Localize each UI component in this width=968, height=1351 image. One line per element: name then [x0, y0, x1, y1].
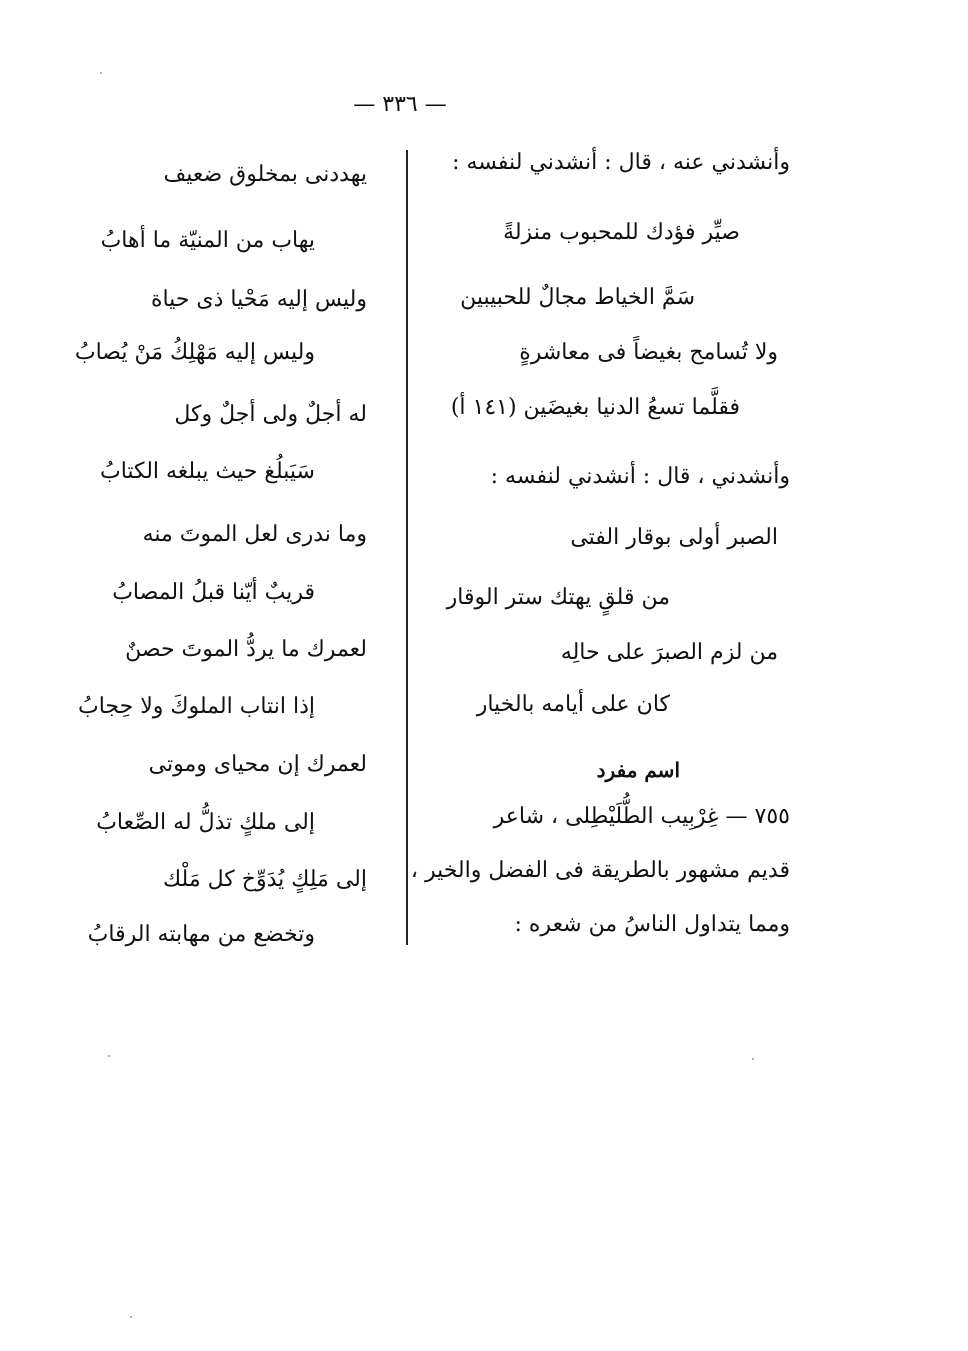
verse-line: من قلقٍ يهتك ستر الوقار	[446, 585, 670, 610]
column-divider	[406, 150, 408, 945]
verse-line: قريبٌ أيّنا قبلُ المصابُ	[112, 580, 315, 605]
verse-line: سَمَّ الخياط مجالٌ للحبيبين	[460, 285, 695, 310]
verse-line: صيِّر فؤدك للمحبوب منزلةً	[503, 220, 740, 245]
verse-line: إلى مَلِكٍ يُدَوِّخ كل مَلْك	[163, 867, 367, 892]
text-line: وأنشدني عنه ، قال : أنشدني لنفسه :	[452, 150, 790, 175]
verse-line: وتخضع من مهابته الرقابُ	[87, 922, 315, 947]
entry-line: قديم مشهور بالطريقة فى الفضل والخير ،	[410, 858, 790, 883]
verse-line: الصبر أولى بوقار الفتى	[570, 525, 778, 550]
verse-line: يهاب من المنيّة ما أهابُ	[100, 228, 315, 253]
verse-line: إلى ملكٍ تذلُّ له الصِّعابُ	[96, 810, 315, 835]
entry-line: ٧٥٥ — غِرْبِيب الطُّلَيْطِلى ، شاعر	[493, 804, 790, 829]
entry-line: ومما يتداول الناسُ من شعره :	[514, 912, 790, 937]
verse-line: كان على أيامه بالخيار	[476, 692, 670, 717]
verse-line: سَيَبلُغ حيث يبلغه الكتابُ	[100, 459, 315, 484]
verse-line: ولا تُسامح بغيضاً فى معاشرةٍ	[519, 340, 778, 365]
text-line: وأنشدني ، قال : أنشدني لنفسه :	[490, 464, 790, 489]
verse-line: إذا انتاب الملوكَ ولا حِجابُ	[78, 694, 315, 719]
verse-line: يهددنى بمخلوق ضعيف	[163, 162, 367, 187]
verse-line: وليس إليه مَحْيا ذى حياة	[150, 287, 367, 312]
verse-line: وليس إليه مَهْلِكُ مَنْ يُصابُ	[74, 340, 315, 365]
verse-line: وما ندرى لعل الموتَ منه	[142, 522, 367, 547]
page-number: — ٣٣٦ —	[353, 92, 447, 117]
verse-line: من لزم الصبرَ على حالِه	[560, 640, 778, 665]
section-heading: اسم مفرد	[596, 758, 680, 782]
verse-line: لعمرك إن محياى وموتى	[148, 752, 367, 777]
verse-line: له أجلٌ ولى أجلٌ وكل	[174, 402, 367, 427]
verse-line: لعمرك ما يردُّ الموتَ حصنٌ	[125, 637, 367, 662]
verse-line: فقلَّما تسعُ الدنيا بغيضَين (١٤١ أ)	[450, 395, 740, 420]
